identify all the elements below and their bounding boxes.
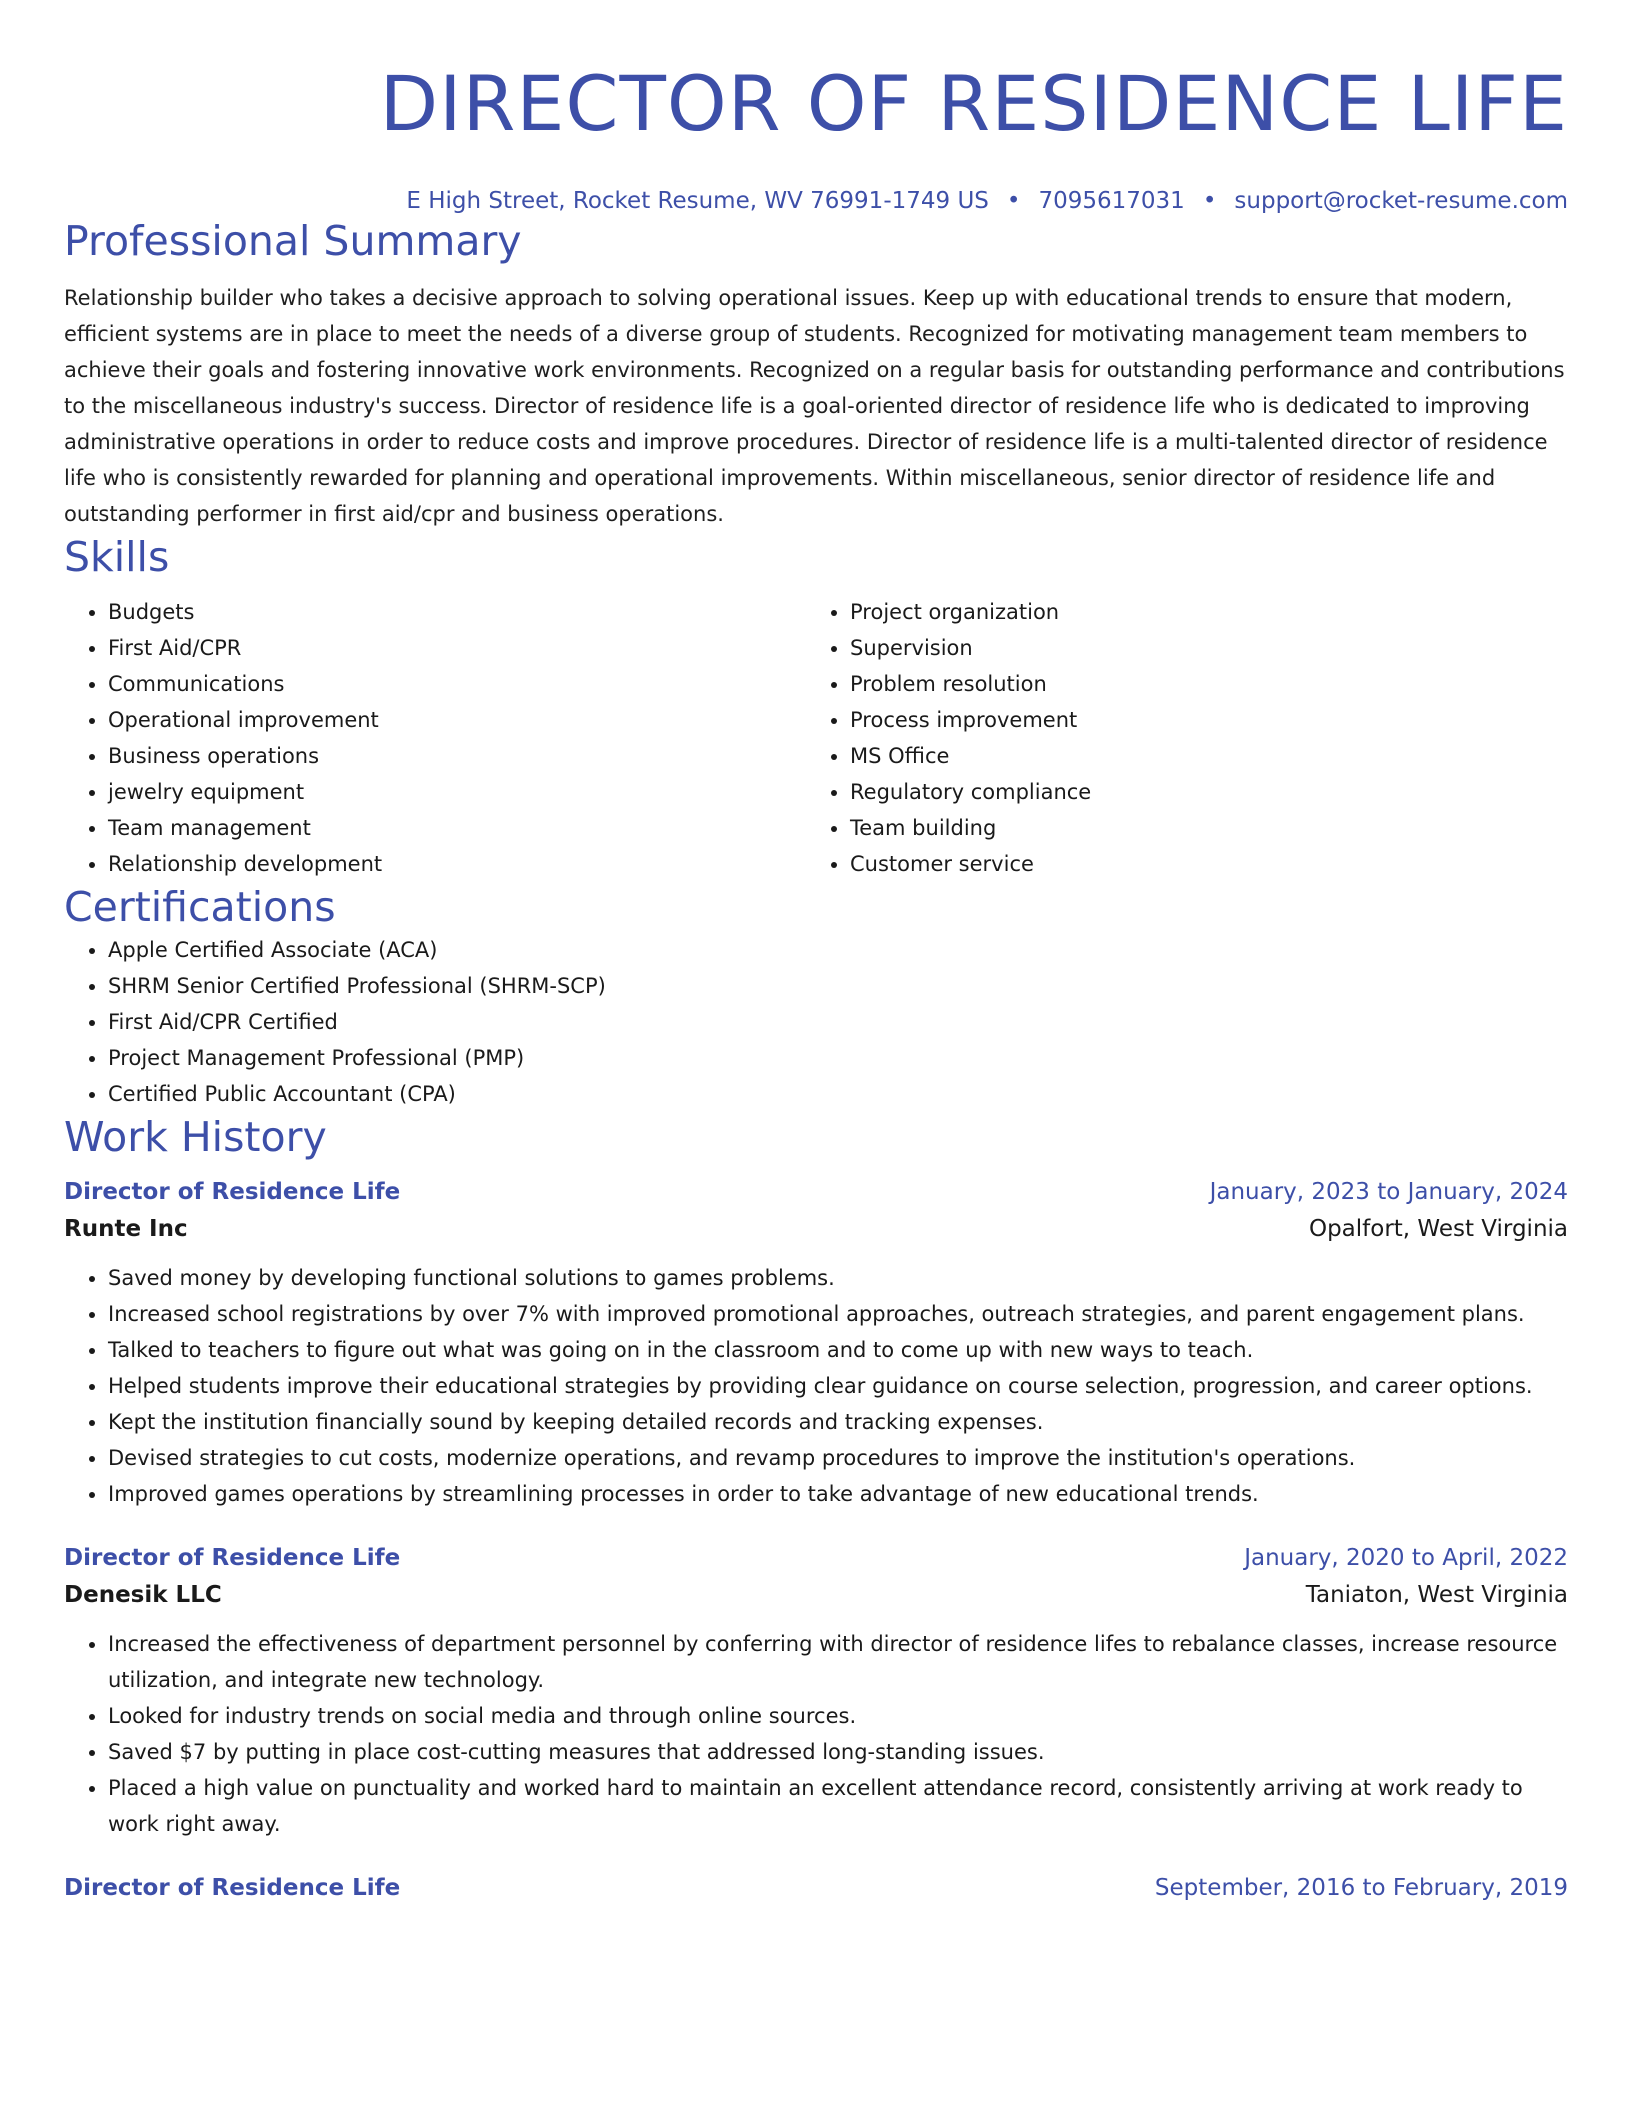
skill-item: • Regulatory compliance	[850, 774, 1548, 810]
contact-separator: •	[1202, 188, 1217, 214]
job-dates: January, 2020 to April, 2022	[1244, 1545, 1568, 1571]
skills-list-right	[806, 594, 1548, 882]
skill-item: • Problem resolution	[850, 666, 1548, 702]
skills-heading: Skills	[64, 533, 170, 581]
job-title: Director of Residence Life	[64, 1179, 401, 1205]
job-bullet: • Improved games operations by streamlining processes in order to take advantage of new educational trends.	[108, 1476, 1568, 1512]
job-entry	[64, 1870, 1568, 1906]
work-history-heading: Work History	[64, 1113, 327, 1161]
contact-line	[64, 186, 1568, 216]
job-bullets	[64, 1626, 1568, 1842]
skill-item: • Communications	[108, 666, 806, 702]
job-bullet: • Devised strategies to cut costs, modernize operations, and revamp procedures to improve the institution's operations.	[108, 1440, 1568, 1476]
skill-item: • Project organization	[850, 594, 1548, 630]
job-bullet: • Increased the effectiveness of department personnel by conferring with director of residence lifes to rebalance classes, increase resource utilization, and integrate new technology.	[108, 1626, 1568, 1698]
certifications-list	[64, 932, 1568, 1112]
contact-address: E High Street, Rocket Resume, WV 76991-1749 US	[406, 188, 989, 214]
skill-item: • Business operations	[108, 738, 806, 774]
job-entry	[64, 1174, 1568, 1512]
job-bullet: • Saved $7 by putting in place cost-cutting measures that addressed long-standing issues.	[108, 1734, 1568, 1770]
job-bullet: • Talked to teachers to figure out what was going on in the classroom and to come up with new ways to teach.	[108, 1332, 1568, 1368]
job-title: Director of Residence Life	[64, 1545, 401, 1571]
job-dates: September, 2016 to February, 2019	[1154, 1875, 1568, 1901]
job-location: Opalfort, West Virginia	[1308, 1216, 1568, 1242]
skills-list-left	[64, 594, 806, 882]
skill-item: • Relationship development	[108, 846, 806, 882]
contact-phone: 7095617031	[1038, 188, 1185, 214]
certification-item: • First Aid/CPR Certified	[108, 1004, 1568, 1040]
skill-item: • Process improvement	[850, 702, 1548, 738]
job-title: Director of Residence Life	[64, 1875, 401, 1901]
job-bullets	[64, 1260, 1568, 1512]
skill-item: • Customer service	[850, 846, 1548, 882]
job-bullet: • Placed a high value on punctuality and worked hard to maintain an excellent attendance record, consistently arriving at work ready to work right away.	[108, 1770, 1568, 1842]
contact-email[interactable]: support@rocket-resume.com	[1234, 188, 1568, 214]
resume-title: DIRECTOR OF RESIDENCE LIFE	[379, 59, 1568, 148]
job-company: Runte Inc	[64, 1216, 188, 1242]
summary-heading: Professional Summary	[64, 217, 522, 265]
job-bullet: • Kept the institution financially sound by keeping detailed records and tracking expenses.	[108, 1404, 1568, 1440]
skill-item: • Budgets	[108, 594, 806, 630]
skill-item: • Operational improvement	[108, 702, 806, 738]
skill-item: • Team building	[850, 810, 1548, 846]
certification-item: • Project Management Professional (PMP)	[108, 1040, 1568, 1076]
job-bullet: • Increased school registrations by over 7% with improved promotional approaches, outreach strategies, and parent engagement plans.	[108, 1296, 1568, 1332]
certification-item: • Apple Certified Associate (ACA)	[108, 932, 1568, 968]
job-bullet: • Saved money by developing functional solutions to games problems.	[108, 1260, 1568, 1296]
skill-item: • Team management	[108, 810, 806, 846]
certifications-heading: Certifications	[64, 883, 336, 931]
resume-header	[64, 0, 1568, 216]
job-location: Taniaton, West Virginia	[1305, 1582, 1568, 1608]
skills-columns	[64, 594, 1568, 882]
certification-item: • SHRM Senior Certified Professional (SHRM-SCP)	[108, 968, 1568, 1004]
skill-item: • First Aid/CPR	[108, 630, 806, 666]
job-entry	[64, 1540, 1568, 1842]
job-dates: January, 2023 to January, 2024	[1209, 1179, 1568, 1205]
skill-item: • Supervision	[850, 630, 1548, 666]
skill-item: • jewelry equipment	[108, 774, 806, 810]
certification-item: • Certified Public Accountant (CPA)	[108, 1076, 1568, 1112]
skill-item: • MS Office	[850, 738, 1548, 774]
job-company: Denesik LLC	[64, 1582, 222, 1608]
summary-text: Relationship builder who takes a decisive approach to solving operational issues. Keep up with educational trends to ensure that modern, efficient systems are in place to meet the needs of a diverse group of students. Recognized for motivating management team members to achieve their goals and fostering innovative work environments. Recognized on a regular basis for outstanding performance and contributions to the miscellaneous industry's success. Director of residence life is a goal-oriented director of residence life who is dedicated to improving administrative operations in order to reduce costs and improve procedures. Director of residence life is a multi-talented director of residence life who is consistently rewarded for planning and operational improvements. Within miscellaneous, senior director of residence life and outstanding performer in first aid/cpr and business operations.	[64, 286, 1565, 526]
job-bullet: • Looked for industry trends on social media and through online sources.	[108, 1698, 1568, 1734]
contact-separator: •	[1006, 188, 1021, 214]
job-bullet: • Helped students improve their educational strategies by providing clear guidance on course selection, progression, and career options.	[108, 1368, 1568, 1404]
